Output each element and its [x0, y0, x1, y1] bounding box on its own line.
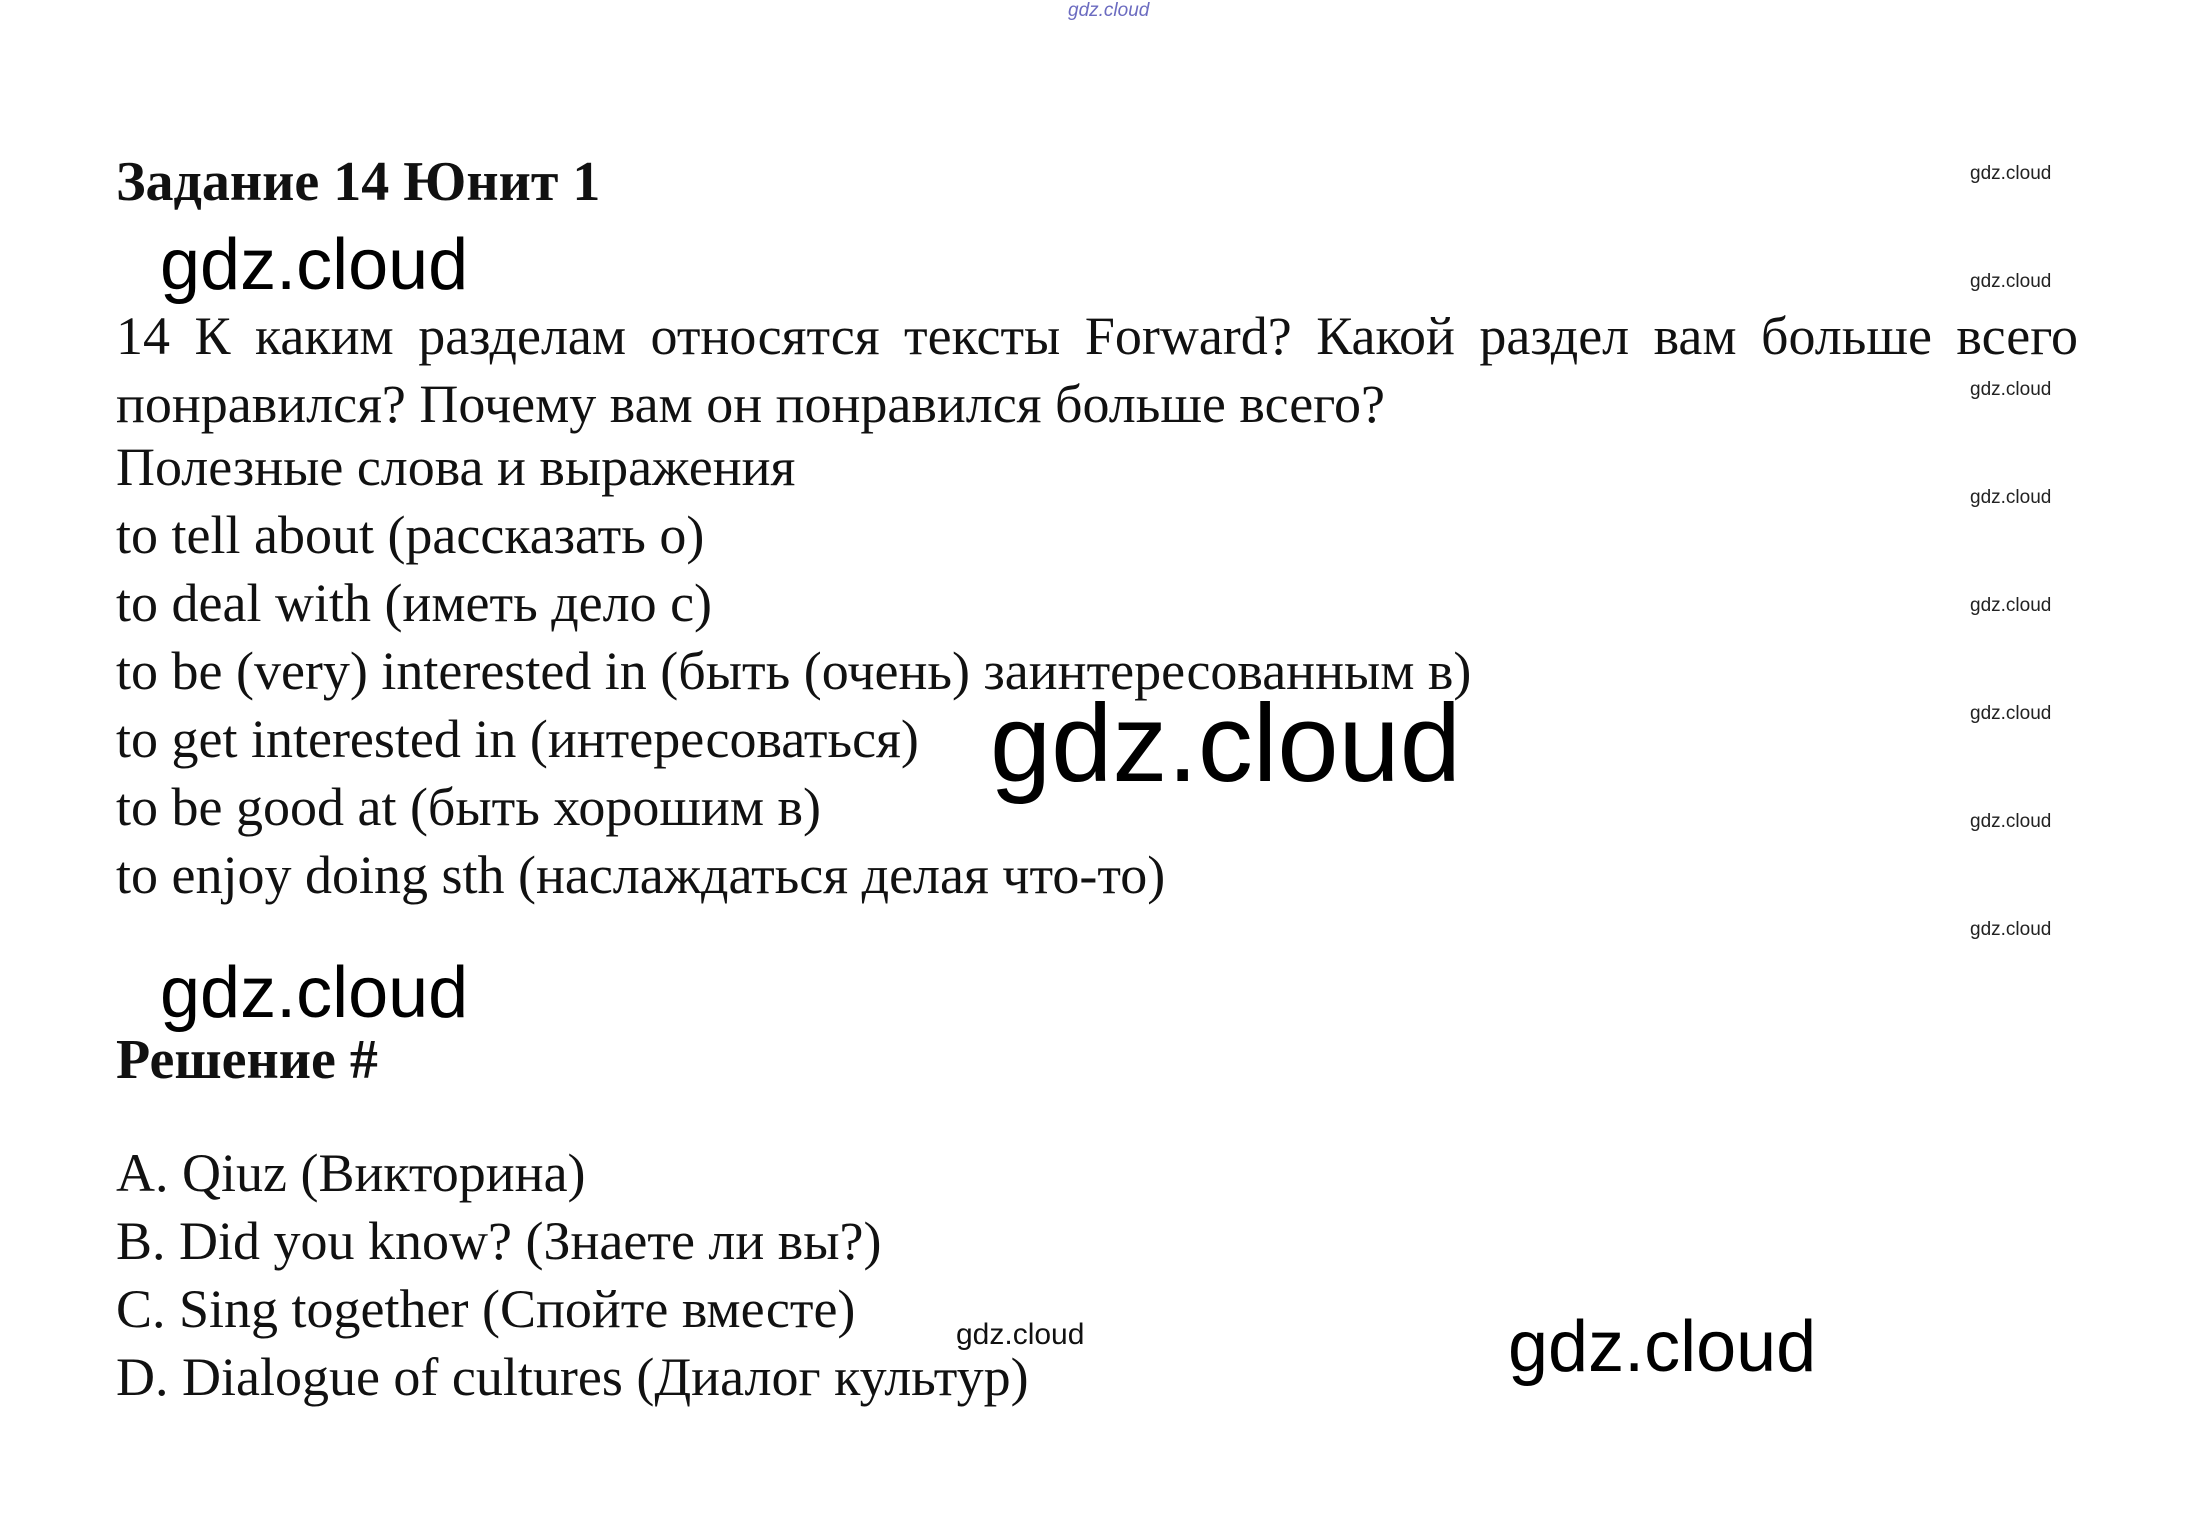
watermark-large: gdz.cloud: [160, 225, 469, 305]
watermark-huge: gdz.cloud: [990, 682, 1461, 805]
answer-item: B. Did you know? (Знаете ли вы?): [116, 1211, 882, 1271]
watermark-side: gdz.cloud: [1970, 595, 2052, 616]
watermark-side: gdz.cloud: [1970, 487, 2052, 508]
answer-item: A. Qiuz (Викторина): [116, 1143, 586, 1203]
watermark-side: gdz.cloud: [1970, 703, 2052, 724]
phrase-item: to enjoy doing sth (наслаждаться делая что-то): [116, 845, 1166, 905]
watermark-side: gdz.cloud: [1970, 271, 2052, 292]
answer-item: D. Dialogue of cultures (Диалог культур): [116, 1347, 1029, 1407]
watermark-top: gdz.cloud: [1068, 0, 1150, 21]
phrase-item: to deal with (иметь дело с): [116, 573, 713, 633]
watermark-side: gdz.cloud: [1970, 919, 2052, 940]
phrase-item: to be good at (быть хорошим в): [116, 777, 821, 837]
useful-heading: Полезные слова и выражения: [116, 437, 796, 497]
watermark-side: gdz.cloud: [1970, 811, 2052, 832]
phrase-item: to tell about (рассказать о): [116, 505, 705, 565]
task-text: 14 К каким разделам относятся тексты Forward? Какой раздел вам больше всего понравился? Почему вам он понравился больше всего?: [116, 306, 2078, 434]
watermark-medium: gdz.cloud: [956, 1318, 1085, 1351]
phrase-item: to get interested in (интересоваться): [116, 709, 919, 769]
phrase-item: to be (very) interested in (быть (очень) заинтересованным в): [116, 641, 1472, 701]
page-title: Задание 14 Юнит 1: [116, 151, 601, 213]
watermark-side: gdz.cloud: [1970, 379, 2052, 400]
watermark-side: gdz.cloud: [1970, 163, 2052, 184]
answer-item: C. Sing together (Спойте вместе): [116, 1279, 856, 1339]
solution-title: Решение #: [116, 1029, 378, 1091]
watermark-large: gdz.cloud: [160, 953, 469, 1033]
watermark-large: gdz.cloud: [1508, 1307, 1817, 1387]
